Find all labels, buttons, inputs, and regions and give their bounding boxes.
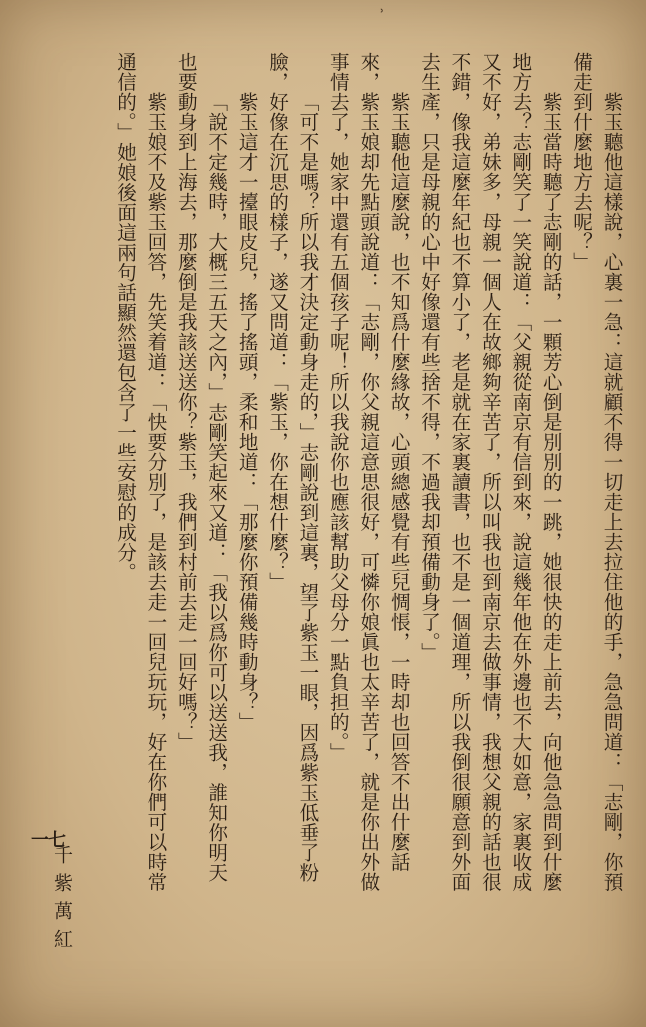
text-column: 地方去？志剛笑了一笑說道：「父親從南京有信到來，說這幾年他在外邊也不大如意，家裏收成 bbox=[508, 52, 532, 892]
text-column: 紫玉當時聽了志剛的話，一顆芳心倒是別別的一跳，她很快的走上前去，向他急急問到什麼 bbox=[539, 92, 563, 892]
text-column: 紫玉聽他這樣說，心裏一急：這就顧不得一切走上去拉住他的手，急急問道：「志剛，你預 bbox=[600, 92, 623, 892]
text-column: 紫玉聽他這麼說，也不知爲什麼緣故，心頭總感覺有些兒惆悵，一時却也回答不出什麼話 bbox=[387, 92, 411, 872]
text-column: 去生產，只是母親的心中好像還有些捨不得，不過我却預備動身了。」 bbox=[417, 52, 441, 663]
page-smudge: ˒ bbox=[380, 4, 385, 20]
text-column: 「可不是嗎？所以我才決定動身走的，」志剛說到這裏，望了紫玉一眼，因爲紫玉低垂了粉 bbox=[295, 92, 319, 883]
page-number: 一七 bbox=[31, 830, 65, 851]
text-column: 備走到什麼地方去呢？」 bbox=[569, 52, 593, 272]
text-column: 「說不定幾時，大概三五天之內，」志剛笑起來又道：「我以爲你可以送送我，誰知你明天 bbox=[204, 92, 228, 883]
text-column: 通信的。」她娘後面這兩句話顯然還包含了一些安慰的成分。 bbox=[113, 52, 137, 583]
book-title: 千紫萬紅 bbox=[51, 845, 73, 957]
text-column: 來，紫玉娘却先點頭說道：「志剛，你父親這意思很好，可憐你娘眞也太辛苦了，就是你出外做 bbox=[356, 52, 380, 892]
text-column: 也要動身到上海去，那麼倒是我該送送你？紫玉，我們到村前去走一回好嗎？」 bbox=[174, 52, 198, 752]
text-column: 臉，好像在沉思的樣子，遂又問道：「紫玉，你在想什麼？」 bbox=[265, 52, 289, 592]
text-column: 不錯，像我這麼年紀也不算小了，老是就在家裏讀書，也不是一個道理，所以我倒很願意到外面 bbox=[447, 52, 471, 892]
text-column: 事情去了，她家中還有五個孩子呢！所以我說你也應該幫助父母分一點負担的。」 bbox=[326, 52, 350, 763]
body-text bbox=[66, 52, 626, 982]
text-column: 又不好，弟妹多，母親一個人在故鄉夠辛苦了，所以叫我也到南京去做事情，我想父親的話也很 bbox=[478, 52, 502, 892]
text-column: 紫玉娘不及紫玉回答，先笑着道：「快要分別了，是該去走一回兒玩玩，好在你們可以時常 bbox=[143, 92, 167, 892]
text-column: 紫玉這才一擡眼皮兒，搖了搖頭，柔和地道：「那麼你預備幾時動身？」 bbox=[235, 92, 259, 732]
